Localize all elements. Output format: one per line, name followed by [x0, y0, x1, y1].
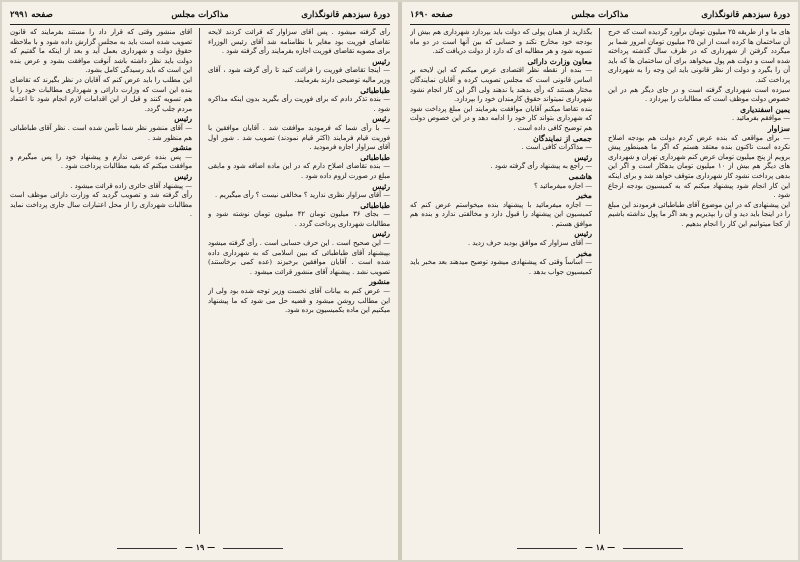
book-spread	[2, 2, 798, 560]
left-header-subtitle: مذاکرات مجلس	[171, 10, 229, 20]
right-page	[402, 2, 798, 560]
speaker-name: رئیس	[372, 181, 390, 191]
speaker-name: طباطبائی	[360, 200, 390, 210]
transcript-paragraph: — اجازه میفرمائید ؟	[534, 181, 592, 190]
speaker-name: رئیس	[574, 152, 592, 162]
transcript-paragraph: — اساساً وقتی که پیشنهادی میشود توضیح میدهند بعد مخبر باید کمیسیون جواب بدهد .	[410, 258, 592, 276]
speaker-name: رئیس	[372, 229, 390, 239]
transcript-paragraph: بنده تقاضا میکنم آقایان موافقت بفرمایند این مبلغ پرداخت شود که شهرداری بتواند کار خود را ادامه دهد و در این خصوص دولت هم توضیح کافی داده است .	[410, 104, 592, 132]
left-page-folio: — ۱۹ —	[2, 542, 398, 552]
transcript-paragraph: — این صحیح است . این حرف حسابی است . رأی گرفته میشود بپیشنهاد آقای طباطبائی که ببین اسلامی که به شهرداری داده شده است . آقایان موافقین برخیزند (عده کمی برخاستند) تصویب نشد . پیشنهاد آقای منشور قرائت میشود .	[208, 239, 390, 276]
left-page-header	[10, 8, 390, 22]
transcript-paragraph: — بنده تقاضای اصلاح دارم که در این ماده اضافه شود و مابقی مبلغ در صورت لزوم داده شود .	[208, 162, 390, 180]
transcript-paragraph: — با رأی شما که فرمودید موافقت شد . آقایان موافقین با فوریت قیام فرمایند (اکثر قیام نمودند) تصویب شد . شور اول آقای سزاوار اجازه فرمودید .	[208, 123, 390, 152]
speaker-name: رئیس	[372, 114, 390, 124]
transcript-paragraph: رأی گرفته شد و تصویب گردید که وزارت دارائی موظف است مطالبات شهرداری را از محل اعتبارات سال جاری پرداخت نماید .	[10, 191, 192, 219]
left-page-column-left	[10, 28, 192, 534]
right-header-page-number: صفحه ۱۶۹۰	[410, 10, 453, 20]
transcript-paragraph: — اجازه میفرمائید با پیشنهاد بنده میخواستم عرض کنم که کمیسیون این پیشنهاد را قبول دارد و مخالفتی ندارد و بنده هم موافق هستم .	[410, 200, 592, 228]
transcript-paragraph: — آقای سزاوار نظری ندارید ؟ مخالفی نیست ؟ رأی میگیریم .	[215, 191, 390, 200]
transcript-paragraph: رأی گرفته میشود . پس آقای سزاوار که قرائت کردند لایحه تقاضای فوریت بود مغایر با نظامنامه شد آقای رئیس الوزراء برای مصوبه تقاضای فوریت اجازه بفرمایند رأی گرفته شود .	[208, 28, 390, 56]
transcript-paragraph: این مطلب را باید عرض کنم که آقایان در نظر بگیرند که تقاضای بنده این است که وزارت دارائی و شهرداری مطالبات خود را با هم تسویه کنند و قبل از این اقدامات لازم انجام شود تا اعتماد مردم جلب گردد.	[10, 75, 192, 113]
transcript-paragraph: — برای مواقعی که بنده عرض کردم دولت هم بودجه اصلاح نکرده است تاکنون بنده معتقد هستم که اگر ما همینطور پیش برویم از پنج میلیون تومان عرض کنم شهرداری تهران و شهرداری های دیگر هم بیش از ۱۰ میلیون تومان بدهکار است و اگر این بدهی پرداخت نشود کار شهرداری متوقف خواهد شد و برای اینکه این کار انجام شود پیشنهاد میکنم که به کمیسیون بودجه ارجاع شود .	[608, 133, 790, 200]
speaker-name: طباطبائی	[360, 152, 390, 162]
right-header-rule	[410, 24, 790, 25]
transcript-paragraph: — آقای منشور نظر شما تأمین شده است . نظر آقای طباطبائی هم منظور شد .	[10, 123, 192, 142]
left-header-title: دورهٔ سیزدهم قانونگذاری	[301, 10, 390, 20]
speaker-name: هاشمی	[568, 171, 592, 181]
speaker-name: مخبر	[576, 248, 592, 258]
speaker-name: معاون وزارت دارائی	[527, 56, 592, 66]
speaker-name: رئیس	[174, 171, 192, 181]
left-page-column-right	[208, 28, 390, 534]
left-header-rule	[10, 24, 390, 25]
right-page-folio: — ۱۸ —	[402, 542, 798, 552]
transcript-paragraph: — بنده از نقطه نظر اقتصادی عرض میکنم که این لایحه بر اساس قانونی است که مجلس تصویب کرده و آقایان نمایندگان مختار هستند که رأی بدهند یا ندهند ولی اگر این کار انجام نشود شهرداری نمیتواند حقوق کارمندان خود را بپردازد.	[410, 66, 592, 104]
left-page	[2, 2, 398, 560]
transcript-paragraph: آقای منشور وقتی که قرار داد را مستند بفرمایند که قانون تصویب شده است باید به مجلس گزارش داده شود و با ملاحظه حقوق دولت و شهرداری بعمل آید و بعد از اینکه ما گفتیم که دولت باید نظر داشته باشد آنوقت موافقت بشود و عرض بنده این است که باید رسیدگی کامل بشود.	[10, 28, 192, 75]
speaker-name: یمین اسفندیاری	[740, 104, 790, 114]
transcript-paragraph: — مذاکرات کافی است .	[521, 143, 592, 152]
right-page-column-right	[608, 28, 790, 534]
left-column-divider	[199, 28, 200, 534]
speaker-name: منشور	[171, 143, 192, 153]
transcript-paragraph: — پس بنده عرضی ندارم و پیشنهاد خود را پس میگیرم و موافقت میکنم که بقیه مطالبات پرداخت شود .	[10, 152, 192, 171]
transcript-paragraph: — اینجا تقاضای فوریت را قرائت کنید تا رأی گرفته شود ، آقای وزیر مالیه توضیحی دارند بفرمایند.	[208, 66, 390, 84]
speaker-name: منشور	[369, 277, 390, 287]
speaker-name: رئیس	[574, 229, 592, 239]
left-header-page-number: صفحه ۲۹۹۱	[10, 10, 53, 20]
transcript-paragraph: این پیشنهادی که در این موضوع آقای طباطبائی فرمودند این مبلغ را در اینجا باید دید و آن را بپذیریم و بعد اگر ما پول نداشته باشیم از کجا میتوانیم این کار را انجام بدهیم .	[608, 200, 790, 228]
transcript-paragraph: — عرض کنم به بیانات آقای نخست وزیر توجه شده بود ولی از این مطالب روشن میشود و قضیه حل می شود که ما پیشنهاد میکنیم این ماده بکمیسیون برده شود.	[208, 287, 390, 315]
transcript-paragraph: — بجای ۳۶ میلیون تومان ۴۲ میلیون تومان نوشته شود و مطالبات شهرداری پرداخت گردد .	[208, 210, 390, 228]
speaker-name: جمعی از نمایندگان	[533, 133, 592, 143]
speaker-name: رئیس	[372, 56, 390, 66]
transcript-paragraph: — راجع به پیشنهاد رأی گرفته شود .	[490, 162, 592, 171]
speaker-name: رئیس	[174, 114, 192, 124]
right-page-column-left	[410, 28, 592, 534]
right-header-subtitle: مذاکرات مجلس	[571, 10, 629, 20]
right-column-divider	[599, 28, 600, 534]
right-header-title: دورهٔ سیزدهم قانونگذاری	[701, 10, 790, 20]
speaker-name: سزاوار	[767, 123, 790, 133]
speaker-name: طباطبائی	[360, 85, 390, 95]
transcript-paragraph: — پیشنهاد آقای حائری زاده قرائت میشود .	[70, 181, 192, 190]
transcript-paragraph: سیزده است شهرداری گرفته است و در جای دیگر هم در این خصوص دولت موظف است که مطالبات را بپردازد .	[608, 85, 790, 104]
transcript-paragraph: — موافقم بفرمائید .	[732, 114, 790, 123]
transcript-paragraph: بگذارید از همان پولی که دولت باید بپردازد شهرداری هم بیش از بودجه خود مخارج نکند و حسابی که بین آنها است در دو ماه تسویه شود و هر مطالبه ای که دارد از دولت دریافت کند.	[410, 28, 592, 56]
transcript-paragraph: — بنده تذکر دادم که برای فوریت رأی بگیرید بدون اینکه مذاکره شود .	[208, 95, 390, 113]
transcript-paragraph: — آقای سزاوار که موافق بودید حرف زدید .	[467, 239, 592, 248]
speaker-name: مخبر	[576, 191, 592, 201]
right-page-header	[410, 8, 790, 22]
transcript-paragraph: های ما و از طریقه ۲۵ میلیون تومان برآورد گردیده است که خرج آن ساختمان ها کرده است از این ۲۵ میلیون تومان امروز شما بر میگردد گرفتن از شهرداری که در ظرف سال گذشته پرداخته شده است و دولت هم پول میخواهد برای آن ساختمان ها که باید آن را بگیرد و دولت از نظر قانونی باید این وجه را به شهرداری پرداخت کند.	[608, 28, 790, 84]
